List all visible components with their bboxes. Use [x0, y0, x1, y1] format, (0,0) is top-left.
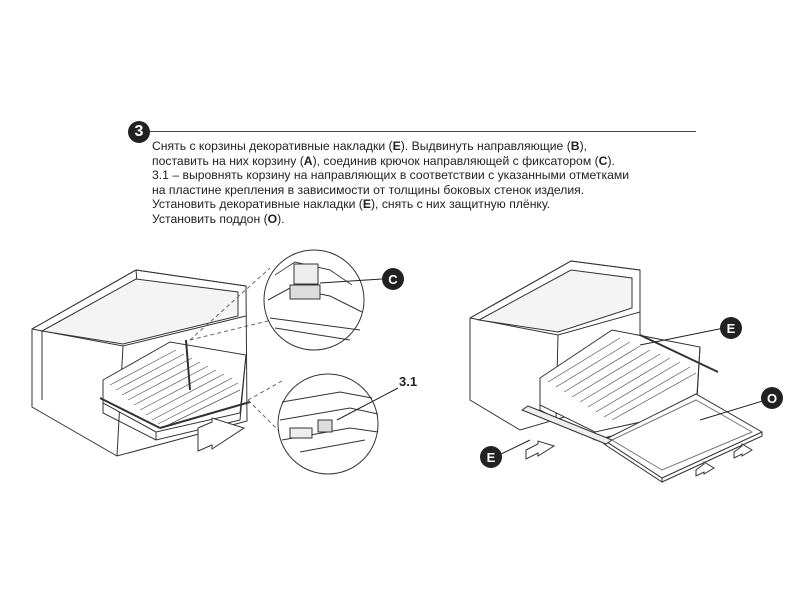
instruction-text-segment: ). — [607, 153, 615, 168]
instruction-text-segment: ), снять с них защитную плёнку. — [371, 197, 551, 212]
insert-arrow-tray-left — [696, 462, 714, 476]
callout-detail-label: 3.1 — [399, 374, 418, 389]
step-number-badge: 3 — [128, 121, 150, 143]
callout-c — [382, 268, 404, 290]
instruction-text-segment: поставить на них корзину ( — [152, 153, 304, 168]
instruction-text-segment: на пластине крепления в зависимости от толщины боковых стенок изделия. — [152, 182, 585, 197]
part-reference: В — [570, 139, 580, 153]
part-reference: О — [267, 211, 278, 226]
insert-arrow-tray-right — [734, 444, 752, 458]
instruction-text-segment: Снять с корзины декоративные накладки ( — [152, 139, 393, 153]
instruction-text-segment: ), соединив крючок направляющей с фиксатором ( — [312, 153, 599, 168]
detail-circle-3-1 — [278, 374, 398, 474]
callout-e-top — [720, 317, 742, 339]
instruction-text-segment: Установить декоративные накладки ( — [152, 197, 363, 212]
instruction-text-segment: ). — [277, 211, 285, 226]
callout-c-label: C — [388, 272, 398, 287]
instruction-text-segment: ), — [579, 139, 588, 153]
callout-e-bottom-label: E — [486, 450, 496, 465]
instruction-text-segment: Установить поддон ( — [152, 211, 268, 226]
instruction-text-segment: ). Выдвинуть направляющие ( — [400, 139, 571, 153]
right-cabinet-drawing — [470, 261, 762, 482]
callout-o-label: O — [766, 391, 778, 406]
callout-e-bottom — [480, 446, 502, 468]
part-reference: С — [598, 153, 608, 168]
part-reference: Е — [392, 139, 401, 153]
detail-circle-c — [264, 250, 382, 350]
part-reference: А — [303, 153, 313, 168]
callout-e-top-label: E — [726, 321, 736, 336]
insert-arrow-strip — [526, 441, 554, 459]
part-reference: Е — [362, 197, 371, 212]
callout-o — [761, 387, 783, 409]
instruction-text-segment: 3.1 – выровнять корзину на направляющих в соответствии с указанными отметками — [152, 168, 630, 183]
